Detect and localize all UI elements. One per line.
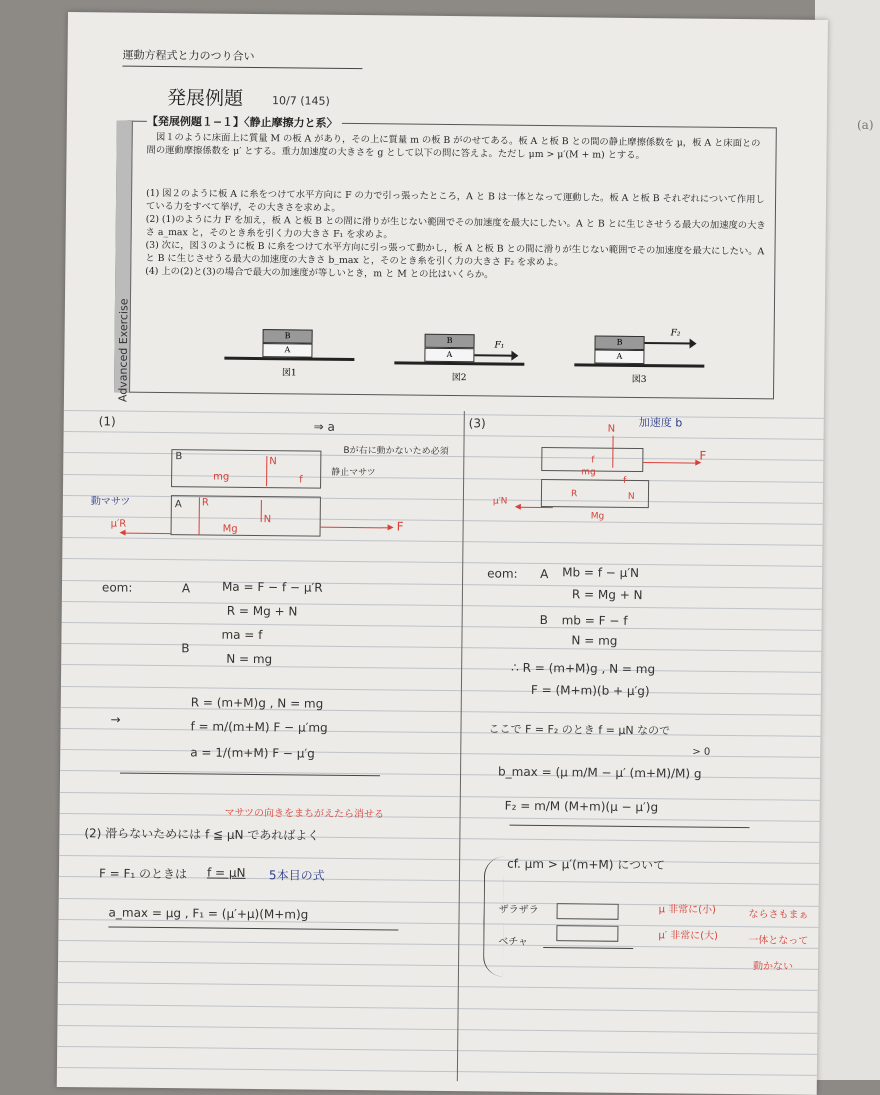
smooth-label: ベチャ	[498, 936, 529, 948]
force-f: f	[591, 455, 595, 466]
conclusion-1: ならさもまぁ	[748, 909, 809, 921]
q2-line-2b: f = μN	[206, 865, 246, 880]
question-4: (4) 上の(2)と(3)の場合で最大の加速度が等しいとき，m と M との比はいくらか。	[145, 265, 494, 281]
ruled-line	[61, 707, 821, 716]
force-r: R	[201, 497, 209, 509]
question-1: (1) 図２のように板 A に糸をつけて水平方向に F の力で引っ張ったところ，A と B は一体となって運動した。板 A と板 B それぞれについて作用している力をすべて挙げ，その大きさを求めよ。	[145, 187, 765, 214]
force-n-a: N	[627, 491, 635, 502]
eom-a-1: Ma = F − f − μ′R	[221, 579, 323, 595]
ruled-line	[62, 558, 822, 567]
eom-a-2: R = Mg + N	[571, 587, 643, 603]
ruled-lines	[68, 12, 828, 20]
figure-caption: 図2	[451, 373, 467, 384]
floor	[574, 363, 704, 367]
force-Mg: Mg	[590, 511, 605, 522]
page-title: 発展例題	[166, 87, 244, 110]
block-a-sketch	[171, 495, 321, 537]
force-label: F₂	[670, 328, 681, 339]
result-1: ∴ R = (m+M)g , N = mg	[511, 660, 656, 677]
ruled-line	[61, 643, 821, 652]
ruled-line	[58, 961, 818, 970]
eom-b: B	[181, 641, 190, 656]
label-b: B	[175, 451, 183, 463]
normal-arrow-a	[261, 500, 262, 522]
label-a: A	[174, 499, 182, 511]
ruled-line	[64, 431, 824, 440]
correction-note: マサツの向きをまちがえたら消せる	[224, 807, 385, 821]
eom-b-2: N = mg	[226, 651, 273, 667]
ruled-line	[57, 1025, 817, 1034]
b-max: b_max = (μ m/M − μ′ (m+M)/M) g	[497, 764, 702, 781]
force-f: f	[299, 474, 303, 486]
result-2: F = (M+m)(b + μ′g)	[530, 682, 650, 699]
block-a: A	[594, 350, 644, 365]
positive-note: > 0	[692, 746, 711, 758]
ruled-line	[59, 855, 819, 864]
result-1: R = (m+M)g , N = mg	[190, 695, 324, 711]
eom-label: eom:	[101, 580, 133, 595]
mu-large-note: μ′ 非常に(大)	[658, 930, 719, 942]
cf-note: cf. μm > μ′(m+M) について	[507, 856, 666, 873]
conclusion-3: 動かない	[752, 961, 794, 973]
force-n: N	[607, 423, 616, 435]
question-3: (3) 次に，図３のように板 B に糸をつけて水平方向に引っ張って動かし，板 A と板 B との間に滑りが生じない範囲でその加速度を最大にしたい。A と B に生じさせうる最大の加速度の大きさ b_max と，そのとき糸を引く力の大きさ F₂ を求めよ。	[145, 239, 765, 269]
eom-b-1: ma = f	[221, 627, 263, 643]
exercise-intro: 図１のように床面上に質量 M の板 A があり，その上に質量 m の板 B がのせてある。板 A と板 B との間の静止摩擦係数を μ，板 A と床面との間の運動摩擦係数を μ′ とする。重力加速度の大きさを g として以下の問に答えよ。ただし μm > μ′(M + m) とする。	[146, 131, 761, 162]
answer-label-1: (1)	[98, 414, 116, 429]
f2-result: F₂ = m/M (M+m)(μ − μ′)g	[504, 798, 659, 815]
ruled-line	[62, 601, 822, 610]
mu-small-note: μ 非常に(小)	[658, 904, 717, 916]
section-header: 運動方程式と力のつり合い	[122, 47, 362, 70]
q2-line-2a: F = F₁ のときは	[98, 866, 188, 882]
center-divider	[457, 411, 465, 1081]
ruled-line	[60, 813, 820, 822]
eom-label: eom:	[487, 566, 518, 581]
eom-b-2: N = mg	[571, 633, 618, 648]
notebook-page: 運動方程式と力のつり合い 発展例題 10/7 (145) Advanced Exercise 【発展例題１−１】〈静止摩擦力と系〉 図１のように床面上に質量 M の板 A があり，その上に質量 m の板 B がのせてある。板 A と板 B との間の静止摩擦係数を μ，板 A と床面との間の運動摩擦係数を μ′ とする。重力加速度の大きさを g として以下の問に答えよ。ただし μm > μ′(M + m) とする。 (1) 図２のように板 A に糸をつけて水平方向に F の力で引っ張ったところ，A と B は一体となって運動した。板 A と板 B それぞれについて作用している力をすべて挙げ，その大きさを求めよ。 (2) (1)のように力 F を加え，板 A と板 B との間に滑りが生じない範囲でその加速度を最大にしたい。A と B とに生じさせうる最大の加速度の大きさ a_max と，そのとき糸を引く力の大きさ F₁ を求めよ。 (3) 次に，図３のように板 B に糸をつけて水平方向に引っ張って動かし，板 A と板 B との間に滑りが生じない範囲でその加速度を最大にしたい。A と B に生じさせうる最大の加速度の大きさ b_max と，そのとき糸を引く力の大きさ F₂ を求めよ。 (4) 上の(2)と(3)の場合で最大の加速度が等しいとき，m と M との比はいくらか。 B A 図1 B A F₁ 図2 B A F₂ 図3 (1) ⇒ a B A N mg f N R Mg F 動マサツ μ′R Bが右に動かないため必須 静止マサツ eom: A Ma = F − f − μ′R R = Mg + N B ma = f N = mg → R = (m+M)g , N = mg f = m/(m+M) F − μ′mg a = 1/(m+M) F − μ′g マサツの向きをまちがえたら消せる (2) 滑らないためには f ≦ μN であればよく F = F₁ のときは f = μN 5本目の式 a_max = μg , F₁ = (μ′+μ)(M+m)g (3) 加速度 b N f mg F f N R Mg μ′N eom: A Mb = f − μ′N R = Mg + N B mb = F − f N = mg ∴ R = (m+M)g , N = mg F = (M+m)(b + μ′g) ここで F = F₂ のとき f = μN なので b_max = (μ m/M − μ′ (m+M)/M) g > 0 F₂ = m/M (M+m)(μ − μ′)g cf. μm > μ′(m+M) について ザラザラ ベチャ μ 非常に(小) μ′ 非常に(大) ならさもまぁ 一体となって 動かない	[57, 12, 828, 1095]
eom-a: A	[181, 581, 191, 596]
q2-line-2c: 5本目の式	[268, 868, 325, 883]
force-n: N	[269, 456, 277, 468]
exercise-sidebar	[114, 121, 133, 403]
eom-a-2: R = Mg + N	[226, 603, 298, 619]
eom-b-1: mb = F − f	[561, 613, 628, 628]
result-3: a = 1/(m+M) F − μ′g	[190, 745, 315, 761]
ruled-line	[60, 792, 820, 801]
eom-a-1: Mb = f − μ′N	[562, 565, 640, 581]
force-f-a: f	[623, 475, 627, 486]
eom-b: B	[539, 612, 548, 628]
force-F: F	[699, 448, 707, 463]
figure-2	[394, 323, 525, 384]
kinetic-friction-label: 動マサツ	[90, 496, 131, 508]
ruled-line	[61, 686, 821, 695]
sidebar-label: Advanced Exercise	[116, 298, 131, 403]
kinetic-friction-force: μ′R	[110, 518, 127, 530]
block-a: A	[262, 343, 312, 358]
static-friction-label: 静止マサツ	[331, 467, 376, 479]
conclusion-2: 一体となって	[748, 935, 809, 947]
adjacent-page-label: (a)	[857, 118, 874, 132]
force-arrow	[645, 342, 693, 345]
upper-plate-sketch	[557, 903, 619, 920]
question-2: (2) (1)のように力 F を加え，板 A と板 B との間に滑りが生じない範囲でその加速度を最大にしたい。A と B とに生じさせうる最大の加速度の大きさ a_max と，そのとき糸を引く力の大きさ F₁ を求めよ。	[145, 213, 766, 241]
answer-label-3: (3)	[468, 416, 486, 431]
ruled-line	[61, 664, 821, 673]
acceleration-note: ⇒ a	[313, 419, 335, 434]
rough-label: ザラザラ	[498, 904, 539, 916]
exercise-heading: 【発展例題１−１】〈静止摩擦力と系〉	[147, 113, 342, 131]
q2-line-3: a_max = μg , F₁ = (μ′+μ)(M+m)g	[108, 905, 309, 922]
q2-line-1: (2) 滑らないためには f ≦ μN であればよく	[84, 826, 320, 843]
force-F: F	[396, 519, 404, 534]
force-mg: mg	[213, 471, 230, 483]
block-a: A	[424, 348, 474, 363]
question-list	[145, 187, 768, 285]
static-note: Bが右に動かないため必須	[343, 445, 449, 458]
block-b: B	[425, 334, 475, 349]
block-b: B	[263, 329, 313, 344]
figure-3	[574, 325, 705, 386]
pull-arrow	[643, 462, 698, 464]
ruled-line	[60, 770, 820, 779]
force-n-a: N	[263, 514, 272, 526]
ruled-line	[57, 1067, 817, 1076]
ruled-line	[58, 1004, 818, 1013]
ruled-line	[60, 728, 820, 737]
date-note: 10/7 (145)	[272, 94, 330, 108]
force-r: R	[570, 489, 578, 500]
condition-note: ここで F = F₂ のとき f = μN なので	[488, 722, 671, 738]
floor	[394, 361, 524, 365]
force-arrow	[474, 354, 514, 356]
force-mg: mg	[581, 467, 596, 478]
force-Mg: Mg	[222, 523, 238, 535]
kinetic-friction-force: μ′N	[492, 496, 508, 507]
lower-plate-sketch	[556, 925, 618, 942]
kinetic-friction-arrow	[123, 533, 171, 535]
ruled-line	[62, 622, 822, 631]
acceleration-note: 加速度 b	[638, 415, 683, 430]
block-b: B	[594, 336, 644, 351]
floor	[224, 357, 354, 361]
ruled-line	[64, 410, 824, 419]
force-label: F₁	[494, 340, 505, 351]
figure-caption: 図3	[631, 374, 647, 386]
ruled-line	[58, 982, 818, 991]
ruled-line	[62, 537, 822, 546]
result-2: f = m/(m+M) F − μ′mg	[190, 719, 328, 735]
eom-a: A	[540, 566, 549, 582]
pull-arrow	[321, 527, 391, 529]
kinetic-friction-arrow	[518, 507, 553, 508]
figure-caption: 図1	[281, 368, 297, 379]
ruled-line	[57, 1046, 817, 1055]
figure-1	[224, 319, 355, 380]
ruled-line	[62, 580, 822, 589]
